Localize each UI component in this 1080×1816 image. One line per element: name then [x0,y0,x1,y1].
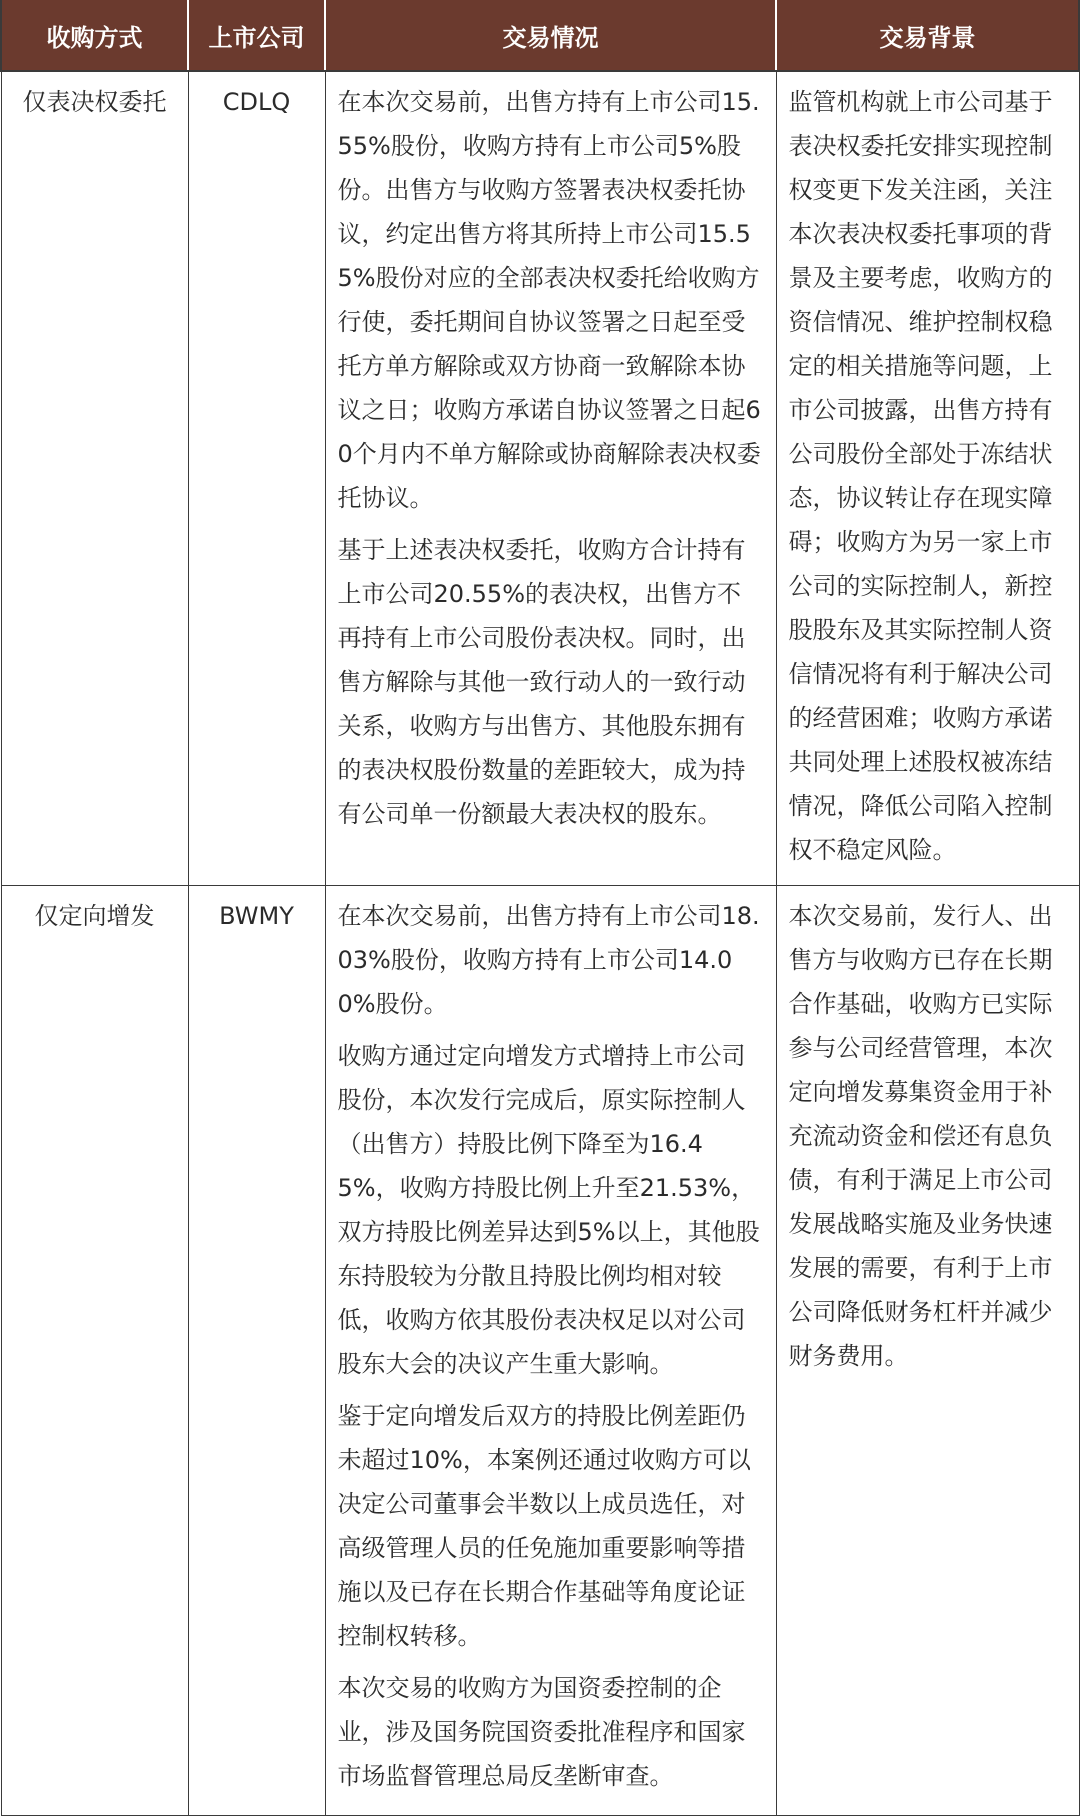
background-paragraph: 本次交易前，发行人、出售方与收购方已存在长期合作基础，收购方已实际参与公司经营管理，本次定向增发募集资金用于补充流动资金和偿还有息负债，有利于满足上市公司发展战略实施及业务快速发展的需要，有利于上市公司降低财务杠杆并减少财务费用。 [788,901,1053,1370]
header-background: 交易背景 [776,0,1079,71]
table-header [1,0,1079,71]
detail-paragraph: 基于上述表决权委托，收购方合计持有上市公司20.55%的表决权，出售方不再持有上市公司股份表决权。同时，出售方解除与其他一致行动人的一致行动关系，收购方与出售方、其他股东拥有的表决权股份数量的差距较大，成为持有公司单一份额最大表决权的股东。 [337,536,746,828]
listed-company-cell: BWMY [188,885,325,1815]
detail-paragraph: 本次交易的收购方为国资委控制的企业，涉及国务院国资委批准程序和国家市场监督管理总局反垄断审查。 [337,1673,746,1790]
transaction-background-cell [776,885,1079,1815]
detail-paragraph: 鉴于定向增发后双方的持股比例差距仍未超过10%，本案例还通过收购方可以决定公司董事会半数以上成员选任，对高级管理人员的任免施加重要影响等措施以及已存在长期合作基础等角度论证控制权转移。 [337,1401,751,1650]
listed-company-cell: CDLQ [188,71,325,885]
transaction-detail-cell [325,71,776,885]
header-detail: 交易情况 [325,0,776,71]
table-row [1,885,1079,1815]
acquisition-method-cell: 仅表决权委托 [1,71,188,885]
header-method: 收购方式 [1,0,188,71]
table-row [1,71,1079,885]
detail-paragraph: 在本次交易前，出售方持有上市公司15.55%股份，收购方持有上市公司5%股份。出售方与收购方签署表决权委托协议，约定出售方将其所持上市公司15.55%股份对应的全部表决权委托给收购方行使，委托期间自协议签署之日起至受托方单方解除或双方协商一致解除本协议之日；收购方承诺自协议签署之日起60个月内不单方解除或协商解除表决权委托协议。 [337,88,761,512]
detail-paragraph: 收购方通过定向增发方式增持上市公司股份，本次发行完成后，原实际控制人（出售方）持股比例下降至为16.45%，收购方持股比例上升至21.53%，双方持股比例差异达到5%以上，其他股东持股较为分散且持股比例均相对较低，收购方依其股份表决权足以对公司股东大会的决议产生重大影响。 [337,1041,760,1378]
table-body [1,71,1079,1815]
acquisition-method-cell: 仅定向增发 [1,885,188,1815]
header-company: 上市公司 [188,0,325,71]
transaction-detail-cell [325,885,776,1815]
background-paragraph: 监管机构就上市公司基于表决权委托安排实现控制权变更下发关注函，关注本次表决权委托事项的背景及主要考虑，收购方的资信情况、维护控制权稳定的相关措施等问题，上市公司披露，出售方持有公司股份全部处于冻结状态，协议转让存在现实障碍；收购方为另一家上市公司的实际控制人，新控股股东及其实际控制人资信情况将有利于解决公司的经营困难；收购方承诺共同处理上述股权被冻结情况，降低公司陷入控制权不稳定风险。 [788,88,1053,864]
detail-paragraph: 在本次交易前，出售方持有上市公司18.03%股份，收购方持有上市公司14.00%股份。 [337,901,760,1018]
transaction-background-cell [776,71,1079,885]
header-row [1,0,1079,71]
